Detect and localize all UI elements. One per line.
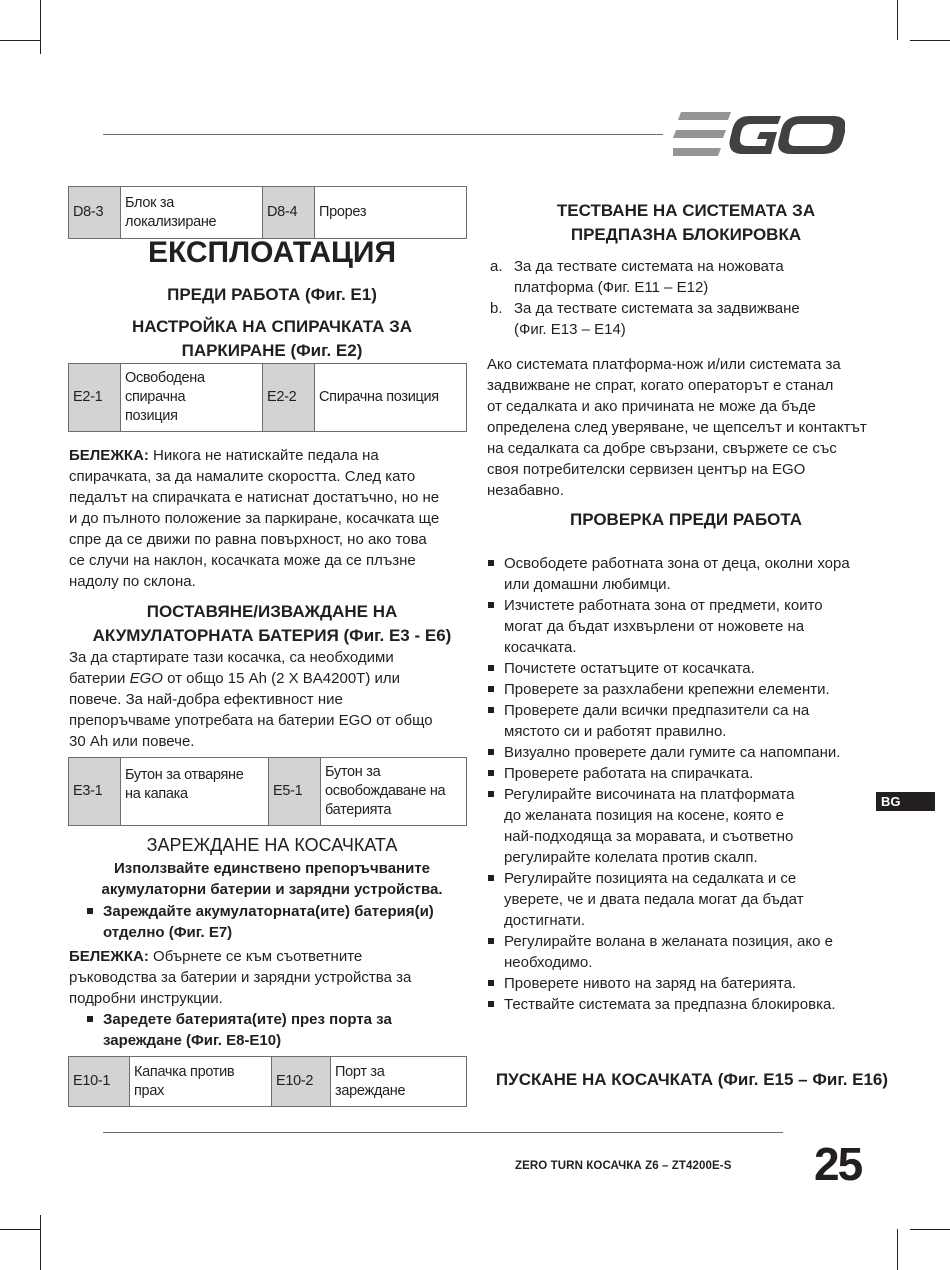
pre-operation-checklist (487, 553, 887, 1015)
part-label: Спирачна позиция (315, 364, 467, 432)
safety-test-list (487, 256, 887, 340)
heading-charging: ЗАРЕЖДАНЕ НА КОСАЧКАТА (146, 835, 398, 855)
part-label: Бутон за отваряне на капака (121, 758, 269, 826)
list-item (487, 298, 887, 340)
ego-logo (673, 112, 845, 156)
list-text: За да тествате системата на ножовата платформа (Фиг. E11 – E12) (514, 258, 784, 296)
list-item: Тествайте системата за предпазна блокировка. (487, 994, 887, 1015)
parts-table-e10 (68, 1056, 467, 1107)
part-code: E2-1 (69, 364, 121, 432)
crop-mark (40, 0, 41, 54)
charging-bullets (86, 901, 466, 943)
part-label: Капачка против прах (130, 1057, 272, 1107)
part-code: E3-1 (69, 758, 121, 826)
part-code: E5-1 (269, 758, 321, 826)
part-label: Освободена спирачна позиция (121, 364, 263, 432)
list-item: Изчистете работната зона от предмети, които могат да бъдат изхвърлени от ножовете на косачката. (487, 595, 887, 658)
charging-instruction: Използвайте единствено препоръчваните акумулаторни батерии и зарядни устройства. (101, 860, 443, 898)
part-label: Бутон за освобождаване на батерията (321, 758, 467, 826)
list-marker: a. (490, 258, 503, 275)
heading-starting-mower: ПУСКАНЕ НА КОСАЧКАТА (Фиг. E15 – Фиг. E16) (495, 1070, 889, 1089)
language-tab: BG (876, 792, 935, 811)
parts-table-d8 (68, 186, 467, 239)
parts-table-e2 (68, 363, 467, 432)
list-item: Регулирайте височината на платформата до желаната позиция на косене, която е най-подходяща за моравата, и съответно регулирайте колелата против скалп. (487, 784, 887, 868)
note-text: Никога не натискайте педала на спирачката, за да намалите скоростта. След като педалът на спирачката е натиснат достатъчно, но не и до пълното положение за паркиране, косачката ще спре да се движи по равна повърхност, но ако това се случи на наклон, косачката може да се плъзне надолу по склона. (69, 447, 440, 590)
list-item: Регулирайте волана в желаната позиция, ако е необходимо. (487, 931, 887, 973)
crop-mark (0, 1229, 40, 1230)
crop-mark (910, 1229, 950, 1230)
note-brake (69, 445, 474, 592)
battery-text (69, 647, 474, 752)
battery-text-brand: EGO (129, 670, 163, 687)
part-code: D8-3 (69, 187, 121, 239)
list-item: Освободете работната зона от деца, околни хора или домашни любимци. (487, 553, 887, 595)
heading-before-work: ПРЕДИ РАБОТА (Фиг. E1) (167, 285, 377, 304)
list-item: Регулирайте позицията на седалката и се уверете, че и двата педала могат да бъдат достигнати. (487, 868, 887, 931)
footer-doc-title: ZERO TURN КОСАЧКА Z6 – ZT4200E-S (515, 1160, 732, 1172)
part-code: E10-1 (69, 1057, 130, 1107)
heading-safety-interlock: ТЕСТВАНЕ НА СИСТЕМАТА ЗА ПРЕДПАЗНА БЛОКИРОВКА (556, 201, 816, 244)
battery-text-part: За да стартирате тази косачка, са необходими батерии (69, 649, 394, 687)
list-item: Заредете батерията(ите) през порта за зареждане (Фиг. E8-E10) (86, 1009, 466, 1051)
part-code: E2-2 (263, 364, 315, 432)
list-item: Проверете нивото на заряд на батерията. (487, 973, 887, 994)
part-label: Блок за локализиране (121, 187, 263, 239)
crop-mark (897, 0, 898, 40)
safety-paragraph: Ако системата платформа-нож и/или системата за задвижване не спрат, когато операторът е станал от седалката и ако причината не може да бъде определена след уверяване, че щепселът и контактът на седалката са добре свързани, свържете се със своя потребителски сервизен център на EGO незабавно. (487, 356, 867, 499)
part-code: D8-4 (263, 187, 315, 239)
part-label: Прорез (315, 187, 467, 239)
crop-mark (910, 40, 950, 41)
list-marker: b. (490, 300, 503, 317)
header-rule (103, 134, 663, 135)
crop-mark (897, 1229, 898, 1270)
note-label: БЕЛЕЖКА: (69, 948, 149, 965)
note-text: Обърнете се към съответните ръководства за батерии и зарядни устройства за подробни инструкции. (69, 948, 412, 1007)
list-text: За да тествате системата за задвижване (Фиг. E13 – E14) (514, 300, 800, 338)
list-item: Почистете остатъците от косачката. (487, 658, 887, 679)
footer-rule (103, 1132, 783, 1133)
heading-battery: ПОСТАВЯНЕ/ИЗВАЖДАНЕ НА АКУМУЛАТОРНАТА БАТЕРИЯ (Фиг. E3 - E6) (92, 602, 452, 645)
crop-mark (40, 1215, 41, 1270)
list-item: Зареждайте акумулаторната(ите) батерия(и) отделно (Фиг. E7) (86, 901, 466, 943)
part-label: Порт за зареждане (331, 1057, 467, 1107)
heading-pre-operation-check: ПРОВЕРКА ПРЕДИ РАБОТА (570, 510, 802, 529)
parts-table-e3 (68, 757, 467, 826)
battery-text-part: от общо 15 Ah (2 X BA4200T) или повече. За най-добра ефективност ние препоръчваме употребата на батерии EGO от общо 30 Ah или повече. (69, 670, 433, 750)
crop-mark (0, 40, 40, 41)
list-item: Визуално проверете дали гумите са напомпани. (487, 742, 887, 763)
list-item (487, 256, 887, 298)
port-bullets (86, 1009, 466, 1051)
list-item: Проверете дали всички предпазители са на мястото си и работят правилно. (487, 700, 887, 742)
note-label: БЕЛЕЖКА: (69, 447, 149, 464)
list-item: Проверете работата на спирачката. (487, 763, 887, 784)
section-heading-operation: ЕКСПЛОАТАЦИЯ (147, 236, 397, 269)
note-manuals (69, 946, 474, 1009)
list-item: Проверете за разхлабени крепежни елементи. (487, 679, 887, 700)
part-code: E10-2 (272, 1057, 331, 1107)
page-number: 25 (814, 1138, 862, 1190)
heading-parking-brake: НАСТРОЙКА НА СПИРАЧКАТА ЗА ПАРКИРАНЕ (Фиг. E2) (131, 317, 413, 360)
